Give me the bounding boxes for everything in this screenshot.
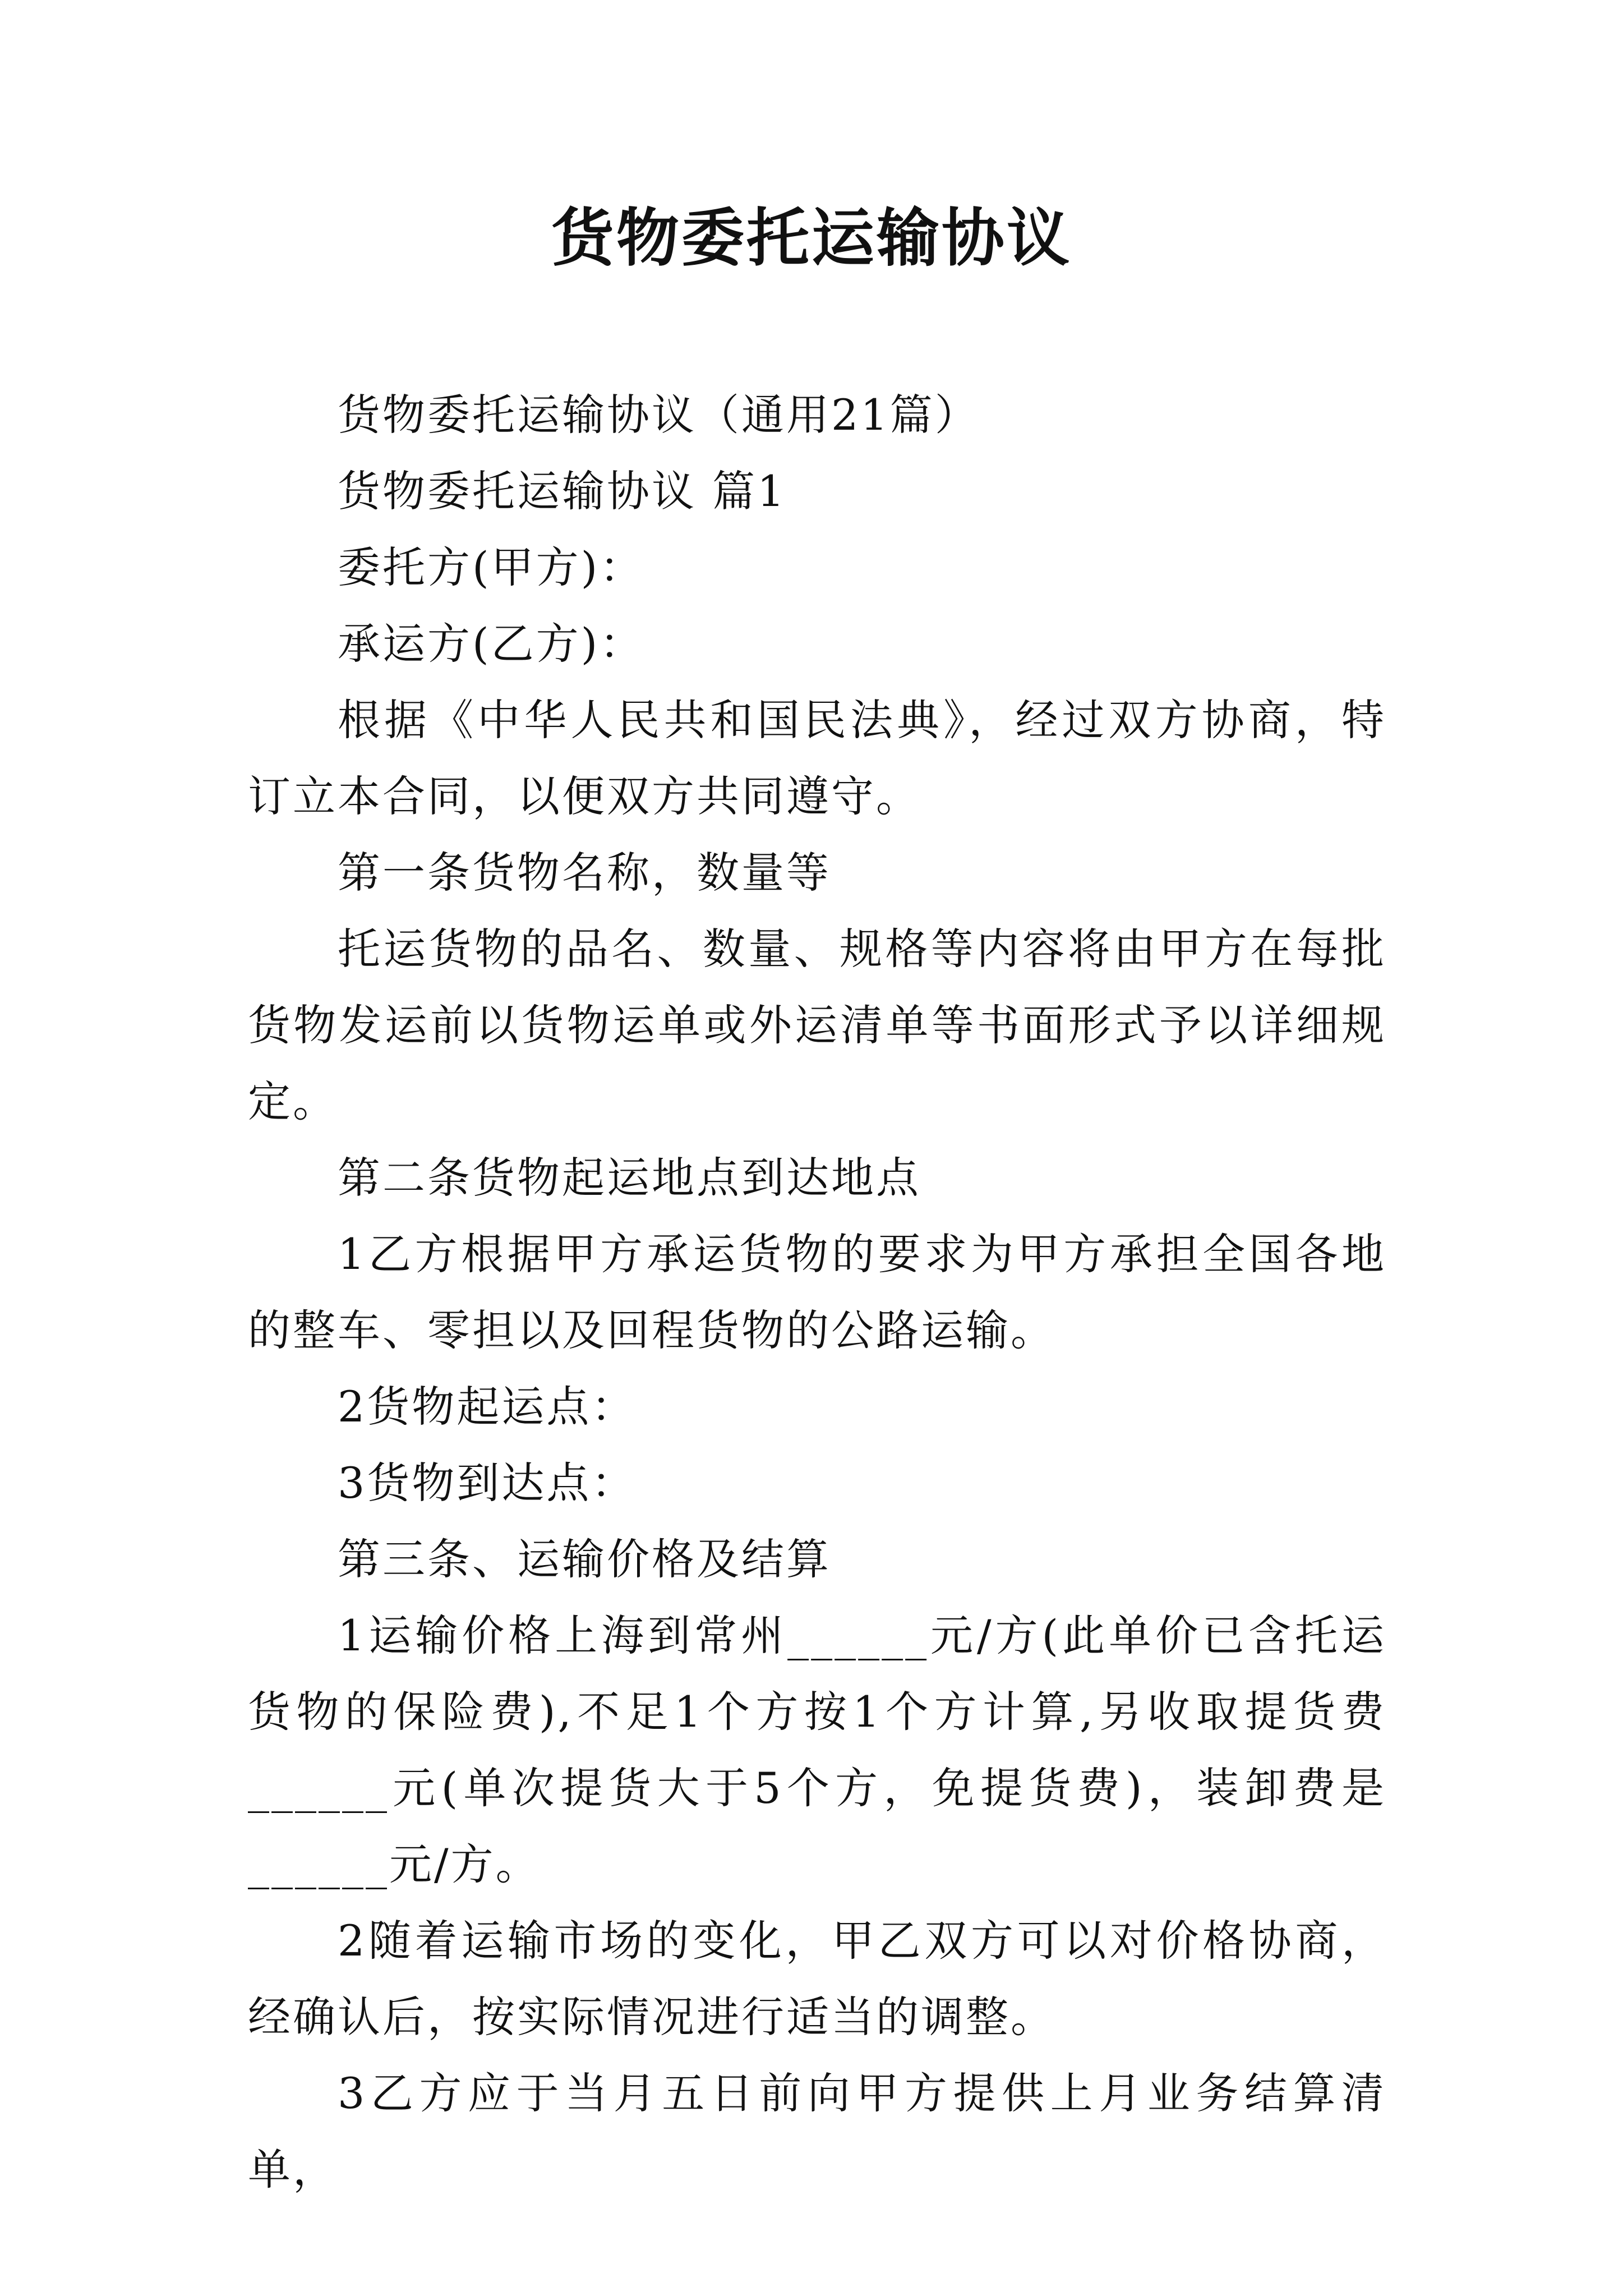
document-title: 货物委托运输协议 <box>551 201 1072 275</box>
paragraph-clause-3-item-3: 3乙方应于当月五日前向甲方提供上月业务结算清单， <box>248 2068 1386 2194</box>
paragraph-clause-2-heading: 第二条货物起运地点到达地点 <box>338 1153 921 1203</box>
paragraph-clause-3-item-1: 1运输价格上海到常州______元/方(此单价已含托运货物的保险费),不足1个方按1个方计算,另收取提货费______元(单次提货大于5个方，免提货费)，装卸费是______元/方。 <box>248 1611 1386 1889</box>
document-body <box>248 377 1386 2208</box>
paragraph-clause-2-item-1: 1乙方根据甲方承运货物的要求为甲方承担全国各地的整车、零担以及回程货物的公路运输。 <box>248 1229 1386 1355</box>
paragraph-article-heading: 货物委托运输协议 篇1 <box>338 466 787 516</box>
paragraph-clause-3-item-2: 2随着运输市场的变化，甲乙双方可以对价格协商，经确认后，按实际情况进行适当的调整。 <box>248 1916 1386 2042</box>
paragraph-clause-2-item-3: 3货物到达点： <box>338 1458 637 1508</box>
paragraph-clause-1-body: 托运货物的品名、数量、规格等内容将由甲方在每批货物发运前以货物运单或外运清单等书面形式予以详细规定。 <box>248 924 1386 1126</box>
paragraph-preamble: 根据《中华人民共和国民法典》，经过双方协商，特订立本合同，以便双方共同遵守。 <box>248 695 1386 821</box>
paragraph-collection-title: 货物委托运输协议（通用21篇） <box>338 390 980 440</box>
paragraph-clause-3-heading: 第三条、运输价格及结算 <box>338 1534 831 1584</box>
paragraph-clause-1-heading: 第一条货物名称，数量等 <box>338 848 831 898</box>
paragraph-clause-2-item-2: 2货物起运点： <box>338 1382 637 1432</box>
paragraph-party-b: 承运方(乙方)： <box>338 619 645 669</box>
paragraph-party-a: 委托方(甲方)： <box>338 542 645 592</box>
